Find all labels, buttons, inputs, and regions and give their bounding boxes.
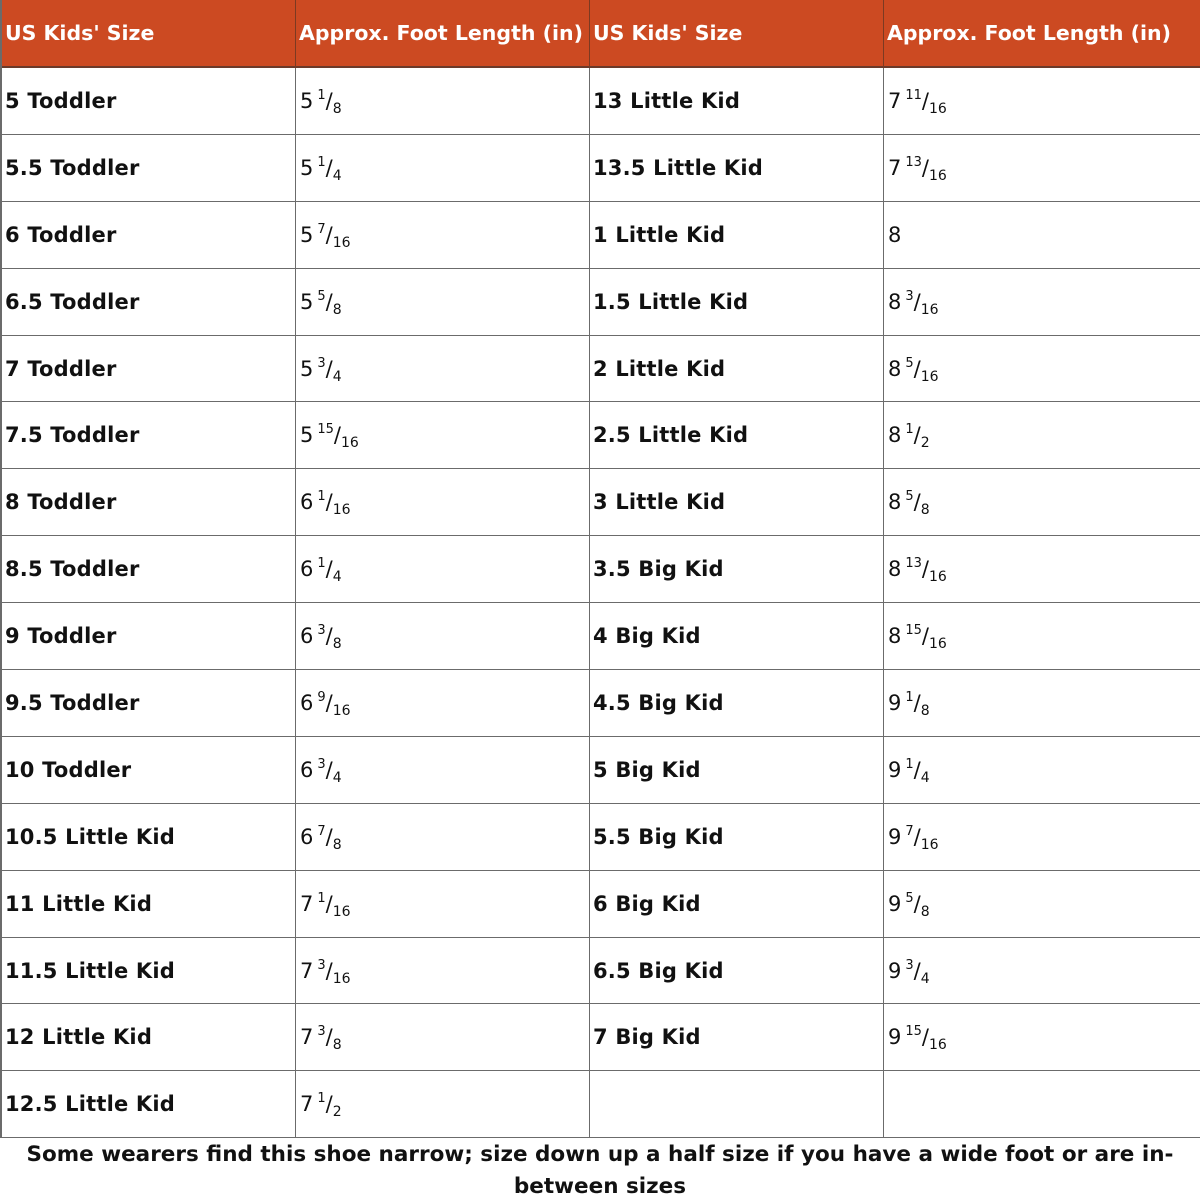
fraction-value: 8 $^{13}/_{16}$ xyxy=(888,556,947,586)
size-cell: 8.5 Toddler xyxy=(2,536,296,603)
fraction-denominator: 16 xyxy=(929,569,947,586)
fraction-value: 7 $^3/_8$ xyxy=(300,1024,342,1054)
fraction-numerator: 15 xyxy=(317,422,334,438)
fraction-value: 5 $^3/_4$ xyxy=(300,355,342,385)
fraction-denominator: 16 xyxy=(332,234,351,251)
fraction-denominator: 16 xyxy=(332,970,351,987)
size-cell: 2.5 Little Kid xyxy=(590,402,884,469)
fraction-value: 8 $^{15}/_{16}$ xyxy=(888,623,947,653)
size-cell: 6.5 Toddler xyxy=(2,269,296,336)
foot-length-cell xyxy=(884,536,1200,603)
fraction-numerator: 13 xyxy=(905,556,922,572)
foot-length-cell xyxy=(296,469,590,536)
foot-length-cell xyxy=(296,402,590,469)
size-cell: 7.5 Toddler xyxy=(2,402,296,469)
foot-length-cell xyxy=(296,603,590,670)
fraction-numerator: 9 xyxy=(317,689,326,705)
foot-length-cell xyxy=(296,1004,590,1071)
size-cell: 12.5 Little Kid xyxy=(2,1071,296,1138)
fraction-value: 5 $^1/_8$ xyxy=(300,87,342,117)
fraction-value: 6 $^3/_8$ xyxy=(300,623,342,653)
foot-length-cell xyxy=(296,536,590,603)
fraction-numerator: 15 xyxy=(905,1024,922,1040)
fraction-numerator: 1 xyxy=(317,154,326,170)
size-cell: 5 Toddler xyxy=(2,68,296,135)
fraction-numerator: 3 xyxy=(317,756,326,772)
whole-inches: 7 xyxy=(300,1025,314,1050)
fraction-denominator: 8 xyxy=(920,502,930,519)
fraction-value: 8 $^5/_{16}$ xyxy=(888,355,939,385)
fraction-numerator: 7 xyxy=(317,221,326,237)
foot-length-cell xyxy=(884,938,1200,1005)
size-cell: 13.5 Little Kid xyxy=(590,135,884,202)
size-cell: 1.5 Little Kid xyxy=(590,269,884,336)
foot-length-cell xyxy=(296,871,590,938)
fraction-value: 9 $^1/_4$ xyxy=(888,756,930,786)
size-cell: 6 Big Kid xyxy=(590,871,884,938)
whole-inches: 8 xyxy=(888,423,902,448)
fraction-value: 6 $^9/_{16}$ xyxy=(300,689,351,719)
size-cell: 6.5 Big Kid xyxy=(590,938,884,1005)
fraction-denominator: 4 xyxy=(332,769,342,786)
whole-inches: 8 xyxy=(888,624,902,649)
header-length-col-2: Approx. Foot Length (in) xyxy=(884,0,1200,68)
size-cell: 13 Little Kid xyxy=(590,68,884,135)
size-cell: 4 Big Kid xyxy=(590,603,884,670)
header-size-col-1: US Kids' Size xyxy=(2,0,296,68)
whole-inches: 8 xyxy=(888,557,902,582)
whole-inches: 6 xyxy=(300,624,314,649)
fraction-value xyxy=(888,223,905,247)
size-cell: 7 Big Kid xyxy=(590,1004,884,1071)
whole-inches: 8 xyxy=(888,289,902,314)
fraction-denominator: 16 xyxy=(341,435,359,452)
size-cell: 7 Toddler xyxy=(2,336,296,403)
fraction-numerator: 3 xyxy=(905,288,914,304)
foot-length-cell xyxy=(884,469,1200,536)
size-cell: 10 Toddler xyxy=(2,737,296,804)
fraction-value: 9 $^3/_4$ xyxy=(888,957,930,987)
foot-length-cell xyxy=(884,603,1200,670)
foot-length-cell xyxy=(296,68,590,135)
fraction-denominator: 8 xyxy=(332,1037,342,1054)
fraction-denominator: 2 xyxy=(332,1104,342,1121)
whole-inches: 7 xyxy=(888,155,902,180)
whole-inches: 6 xyxy=(300,690,314,715)
fraction-numerator: 1 xyxy=(317,1091,326,1107)
fraction-numerator: 3 xyxy=(317,1024,326,1040)
fraction-value: 7 $^{13}/_{16}$ xyxy=(888,154,947,184)
fraction-value: 8 $^1/_2$ xyxy=(888,422,930,452)
fraction-numerator: 11 xyxy=(905,87,922,103)
foot-length-cell xyxy=(296,1071,590,1138)
whole-inches: 9 xyxy=(888,958,902,983)
size-cell: 10.5 Little Kid xyxy=(2,804,296,871)
foot-length-cell xyxy=(884,269,1200,336)
fraction-denominator: 16 xyxy=(332,903,351,920)
size-cell: 3.5 Big Kid xyxy=(590,536,884,603)
foot-length-cell xyxy=(884,135,1200,202)
whole-inches: 9 xyxy=(888,1025,902,1050)
fraction-numerator: 5 xyxy=(905,355,914,371)
whole-inches: 9 xyxy=(888,824,902,849)
size-cell: 4.5 Big Kid xyxy=(590,670,884,737)
header-length-col-1: Approx. Foot Length (in) xyxy=(296,0,590,68)
fraction-denominator: 16 xyxy=(332,702,351,719)
whole-inches: 5 xyxy=(300,423,314,448)
whole-inches: 7 xyxy=(888,88,902,113)
size-cell: 9.5 Toddler xyxy=(2,670,296,737)
fraction-numerator: 1 xyxy=(317,556,326,572)
fraction-denominator: 16 xyxy=(929,1037,947,1054)
size-cell: 6 Toddler xyxy=(2,202,296,269)
fraction-numerator: 1 xyxy=(317,890,326,906)
fraction-numerator: 1 xyxy=(317,87,326,103)
foot-length-cell xyxy=(884,1004,1200,1071)
size-cell: 3 Little Kid xyxy=(590,469,884,536)
header-size-col-2: US Kids' Size xyxy=(590,0,884,68)
foot-length-cell xyxy=(296,135,590,202)
fraction-denominator: 16 xyxy=(920,368,939,385)
fraction-denominator: 8 xyxy=(332,301,342,318)
whole-inches: 5 xyxy=(300,155,314,180)
fraction-numerator: 13 xyxy=(905,154,922,170)
fraction-numerator: 3 xyxy=(317,957,326,973)
foot-length-cell xyxy=(884,202,1200,269)
whole-inches: 7 xyxy=(300,1092,314,1117)
size-cell: 5.5 Big Kid xyxy=(590,804,884,871)
fraction-denominator: 16 xyxy=(920,301,939,318)
fraction-denominator: 16 xyxy=(929,167,947,184)
whole-inches: 5 xyxy=(300,289,314,314)
whole-inches: 9 xyxy=(888,891,902,916)
foot-length-cell xyxy=(884,68,1200,135)
foot-length-cell xyxy=(884,804,1200,871)
fraction-value: 6 $^1/_{16}$ xyxy=(300,489,351,519)
whole-inches: 6 xyxy=(300,490,314,515)
size-cell: 1 Little Kid xyxy=(590,202,884,269)
fraction-denominator: 16 xyxy=(929,100,947,117)
fraction-denominator: 16 xyxy=(332,502,351,519)
fraction-numerator: 1 xyxy=(905,689,914,705)
whole-inches: 7 xyxy=(300,891,314,916)
fraction-denominator: 8 xyxy=(920,702,930,719)
fraction-numerator: 7 xyxy=(905,823,914,839)
whole-inches: 5 xyxy=(300,222,314,247)
foot-length-cell xyxy=(884,336,1200,403)
foot-length-cell xyxy=(296,670,590,737)
foot-length-cell xyxy=(296,938,590,1005)
fraction-denominator: 8 xyxy=(332,636,342,653)
fraction-value: 5 $^1/_4$ xyxy=(300,154,342,184)
fraction-value: 8 $^3/_{16}$ xyxy=(888,288,939,318)
whole-inches: 5 xyxy=(300,356,314,381)
foot-length-cell xyxy=(884,1071,1200,1138)
fraction-value xyxy=(888,1092,892,1116)
whole-inches: 8 xyxy=(888,356,902,381)
foot-length-cell xyxy=(884,402,1200,469)
fraction-value: 9 $^1/_8$ xyxy=(888,689,930,719)
fraction-value: 6 $^3/_4$ xyxy=(300,756,342,786)
size-cell: 11 Little Kid xyxy=(2,871,296,938)
size-cell: 5 Big Kid xyxy=(590,737,884,804)
fraction-value: 7 $^1/_{16}$ xyxy=(300,890,351,920)
fraction-numerator: 5 xyxy=(905,890,914,906)
fraction-value: 6 $^7/_8$ xyxy=(300,823,342,853)
whole-inches: 8 xyxy=(888,490,902,515)
fraction-value: 5 $^{15}/_{16}$ xyxy=(300,422,359,452)
fraction-value: 6 $^1/_4$ xyxy=(300,556,342,586)
fraction-value: 5 $^7/_{16}$ xyxy=(300,221,351,251)
fraction-value: 7 $^{11}/_{16}$ xyxy=(888,87,947,117)
fraction-denominator: 16 xyxy=(929,636,947,653)
fraction-numerator: 15 xyxy=(905,623,922,639)
fraction-numerator: 1 xyxy=(905,756,914,772)
fraction-numerator: 7 xyxy=(317,823,326,839)
size-cell: 12 Little Kid xyxy=(2,1004,296,1071)
size-cell: 8 Toddler xyxy=(2,469,296,536)
fraction-denominator: 8 xyxy=(920,903,930,920)
whole-inches: 6 xyxy=(300,557,314,582)
fraction-value: 7 $^1/_2$ xyxy=(300,1091,342,1121)
fraction-numerator: 3 xyxy=(905,957,914,973)
fraction-numerator: 5 xyxy=(317,288,326,304)
size-cell: 5.5 Toddler xyxy=(2,135,296,202)
fraction-denominator: 8 xyxy=(332,100,342,117)
fraction-denominator: 4 xyxy=(332,368,342,385)
fraction-value: 5 $^5/_8$ xyxy=(300,288,342,318)
foot-length-cell xyxy=(884,670,1200,737)
foot-length-cell xyxy=(296,202,590,269)
foot-length-cell xyxy=(296,737,590,804)
fraction-denominator: 16 xyxy=(920,836,939,853)
fraction-numerator: 3 xyxy=(317,623,326,639)
foot-length-cell xyxy=(884,871,1200,938)
fraction-value: 7 $^3/_{16}$ xyxy=(300,957,351,987)
whole-inches: 7 xyxy=(300,958,314,983)
fraction-value: 9 $^5/_8$ xyxy=(888,890,930,920)
fraction-value: 9 $^{15}/_{16}$ xyxy=(888,1024,947,1054)
fraction-denominator: 8 xyxy=(332,836,342,853)
size-cell xyxy=(590,1071,884,1138)
foot-length-cell xyxy=(296,804,590,871)
fraction-numerator: 5 xyxy=(905,489,914,505)
size-cell: 9 Toddler xyxy=(2,603,296,670)
whole-inches: 9 xyxy=(888,757,902,782)
whole-inches: 6 xyxy=(300,757,314,782)
fraction-denominator: 4 xyxy=(332,167,342,184)
size-cell: 11.5 Little Kid xyxy=(2,938,296,1005)
whole-inches: 5 xyxy=(300,88,314,113)
fraction-denominator: 2 xyxy=(920,435,930,452)
fraction-denominator: 4 xyxy=(332,569,342,586)
foot-length-cell xyxy=(884,737,1200,804)
fraction-denominator: 4 xyxy=(920,769,930,786)
fraction-value: 9 $^7/_{16}$ xyxy=(888,823,939,853)
fraction-denominator: 4 xyxy=(920,970,930,987)
whole-inches: 6 xyxy=(300,824,314,849)
fraction-numerator: 1 xyxy=(317,489,326,505)
fraction-numerator: 3 xyxy=(317,355,326,371)
fraction-value: 8 $^5/_8$ xyxy=(888,489,930,519)
whole-inches: 8 xyxy=(888,222,902,247)
fit-note: Some wearers find this shoe narrow; size down up a half size if you have a wide foot or are in-between sizes xyxy=(26,1142,1174,1199)
foot-length-cell xyxy=(296,269,590,336)
foot-length-cell xyxy=(296,336,590,403)
whole-inches: 9 xyxy=(888,690,902,715)
size-cell: 2 Little Kid xyxy=(590,336,884,403)
fraction-numerator: 1 xyxy=(905,422,914,438)
